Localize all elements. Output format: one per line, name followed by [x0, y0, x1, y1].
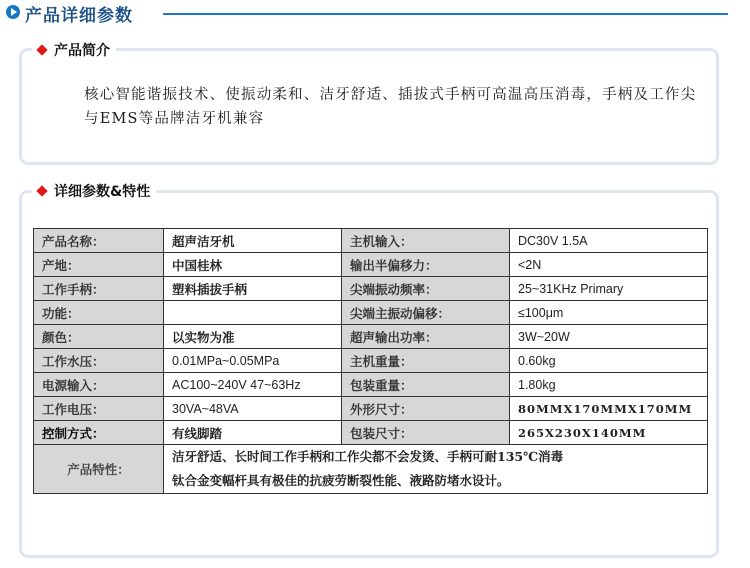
spec-label: 外形尺寸：	[342, 397, 510, 421]
table-row-features	[34, 445, 708, 494]
spec-label: 超声输出功率：	[342, 325, 510, 349]
intro-section-title	[32, 40, 116, 60]
feature-label: 产品特性：	[34, 445, 164, 494]
table-row	[34, 325, 708, 349]
spec-value: 265X230X140MM	[510, 421, 708, 445]
intro-title-text: 产品简介	[54, 43, 110, 59]
spec-label: 控制方式：	[34, 421, 164, 445]
feature-line: 钛合金变幅杆具有极佳的抗疲劳断裂性能、液路防堵水设计。	[172, 473, 510, 488]
spec-value: 超声洁牙机	[164, 229, 342, 253]
spec-value: <2N	[510, 253, 708, 277]
play-circle-icon	[6, 5, 20, 19]
intro-text: 核心智能谐振技术、使振动柔和、洁牙舒适、插拔式手柄可高温高压消毒，手柄及工作尖与EMS等品牌洁牙机兼容	[84, 87, 697, 127]
table-row	[34, 373, 708, 397]
spec-label: 电源输入：	[34, 373, 164, 397]
feature-text	[164, 445, 708, 494]
spec-value: 塑料插拔手柄	[164, 277, 342, 301]
spec-value: ≤100μm	[510, 301, 708, 325]
spec-table	[33, 228, 708, 494]
feature-line: 洁牙舒适、长时间工作手柄和工作尖都不会发烫、手柄可耐135℃消毒	[172, 449, 564, 464]
spec-value: 0.60kg	[510, 349, 708, 373]
spec-label: 产地：	[34, 253, 164, 277]
spec-label: 主机重量：	[342, 349, 510, 373]
specs-section-title	[32, 181, 156, 201]
spec-label: 包装重量：	[342, 373, 510, 397]
spec-value: 30VA~48VA	[164, 397, 342, 421]
table-row	[34, 421, 708, 445]
spec-value: 25~31KHz Primary	[510, 277, 708, 301]
header-divider	[163, 13, 728, 15]
spec-label: 主机输入：	[342, 229, 510, 253]
spec-value: 以实物为准	[164, 325, 342, 349]
spec-label: 颜色：	[34, 325, 164, 349]
table-row	[34, 277, 708, 301]
red-diamond-icon	[36, 44, 47, 55]
table-row	[34, 397, 708, 421]
spec-value: 80MMX170MMX170MM	[510, 397, 708, 421]
spec-value: 0.01MPa~0.05MPa	[164, 349, 342, 373]
spec-value: 中国桂林	[164, 253, 342, 277]
spec-label: 功能：	[34, 301, 164, 325]
spec-label: 工作手柄：	[34, 277, 164, 301]
spec-value	[164, 301, 342, 325]
red-diamond-icon	[36, 185, 47, 196]
spec-label: 包装尺寸：	[342, 421, 510, 445]
table-row	[34, 229, 708, 253]
table-row	[34, 301, 708, 325]
spec-value: AC100~240V 47~63Hz	[164, 373, 342, 397]
spec-value: 有线脚踏	[164, 421, 342, 445]
spec-label: 尖端主振动偏移：	[342, 301, 510, 325]
spec-label: 工作电压：	[34, 397, 164, 421]
spec-value: DC30V 1.5A	[510, 229, 708, 253]
table-row	[34, 349, 708, 373]
specs-title-text: 详细参数&特性	[54, 184, 151, 200]
spec-label: 工作水压：	[34, 349, 164, 373]
spec-label: 输出半偏移力：	[342, 253, 510, 277]
page-title: 产品详细参数	[25, 6, 133, 26]
spec-value: 3W~20W	[510, 325, 708, 349]
spec-value: 1.80kg	[510, 373, 708, 397]
spec-label: 尖端振动频率：	[342, 277, 510, 301]
spec-label: 产品名称：	[34, 229, 164, 253]
table-row	[34, 253, 708, 277]
